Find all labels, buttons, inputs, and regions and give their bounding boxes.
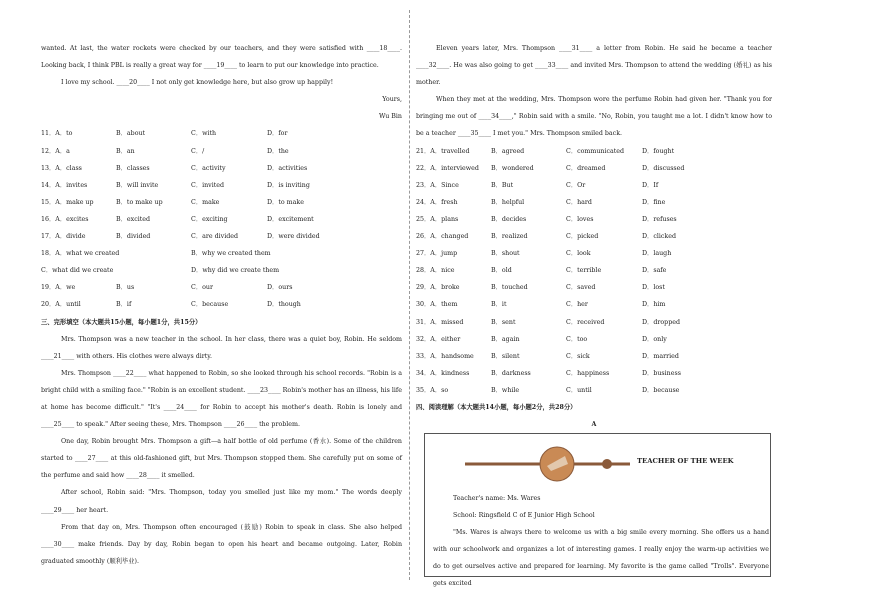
question-options: 35．A．so B．while C．until D．because xyxy=(416,386,680,394)
question-options: 14．A．invites B．will invite C．invited D．is inviting xyxy=(41,181,310,189)
question-options: 33．A．handsome B．silent C．sick D．married xyxy=(416,352,679,360)
question-options: 20．A．until B．if C．because D．though xyxy=(41,301,301,309)
column-divider xyxy=(409,10,410,580)
question-options: 21．A．travelled B．agreed C．communicated D．fought xyxy=(416,147,675,155)
student-quote: "Ms. Wares is always there to welcome us with a big smile every morning. She offers us a hand with our schoolwork and organizes a lot of interesting games. I really enjoy the warm-up activities we do to get ourselves active and prepared for learning. My favorite is the game called "Trolls". Everyone gets excited xyxy=(433,529,769,588)
question-options: 26．A．changed B．realized C．picked D．clicked xyxy=(416,233,676,241)
question-options: 12．A．a B．an C．/ D．the xyxy=(41,147,289,155)
question-options: 30．A．them B．it C．her D．him xyxy=(416,301,666,309)
question-options: 31．A．missed B．sent C．received D．dropped xyxy=(416,318,680,326)
banner-knob-icon xyxy=(602,459,612,469)
question-options: 15．A．make up B．to make up C．make D．to make xyxy=(41,198,304,206)
question-options: 27．A．jump B．shout C．look D．laugh xyxy=(416,250,672,258)
story-paragraph: From that day on, Mrs. Thompson often encouraged (鼓励) Robin to speak in class. She also helped ____30____ make friends. Day by day, Robin began to open his heart and became outgoing. Later, Robin graduated smoothly (顺利毕业). xyxy=(41,523,402,565)
question-options: 13．A．class B．classes C．activity D．activities xyxy=(41,164,308,172)
passage-box xyxy=(424,433,771,588)
question-options: 29．A．broke B．touched C．saved D．lost xyxy=(416,284,665,292)
question-options: 25．A．plans B．decides C．loves D．refuses xyxy=(416,215,677,223)
letter-sign-name: Wu Bin xyxy=(379,113,402,121)
question-options: 18．A．what we created B．why we created them xyxy=(41,250,271,258)
question-options: 24．A．fresh B．helpful C．hard D．fine xyxy=(416,198,666,206)
question-options: 32．A．either B．again C．too D．only xyxy=(416,335,667,343)
story-paragraph: After school, Robin said: "Mrs. Thompson, today you smelled just like my mom." The words deeply ____29____ her heart. xyxy=(41,489,402,514)
question-options: 28．A．nice B．old C．terrible D．safe xyxy=(416,267,667,275)
passage-label: A xyxy=(591,421,597,429)
question-options: 11．A．to B．about C．with D．for xyxy=(41,130,288,138)
passage-body xyxy=(433,490,769,593)
banner-title: TEACHER OF THE WEEK xyxy=(637,457,734,465)
school-name: School: Ringsfield C of E Junior High School xyxy=(453,512,595,520)
story-paragraph: One day, Robin brought Mrs. Thompson a gift—a half bottle of old perfume (香水). Some of the children started to ____27____ at this old-fashioned gift, but Mrs. Thompson stopped them. She carefully put on some of the perfume and said how ____28____ it smelled. xyxy=(41,438,402,480)
story-paragraph: Mrs. Thompson ____22____ what happened to Robin, so she looked through his school records. "Robin is a bright child with a smiling face." "Robin is an excellent student. ____23____ Robin's mother has an illness, his life at home has become difficult." "It's ____24____ for Robin to accept his mother's death. Robin is lonely and ____25____ to speak." After seeing these, Mrs. Thompson ____26____ the problem. xyxy=(41,369,402,429)
story-paragraph: Mrs. Thompson was a new teacher in the school. In her class, there was a quiet boy, Robin. He seldom ____21____ with others. His clothes were always dirty. xyxy=(41,335,402,360)
section-heading-cloze: 三、完形填空（本大题共15小题，每小题1分，共15分） xyxy=(41,318,202,326)
letter-sign-yours: Yours, xyxy=(382,96,402,104)
section-heading-reading: 四、阅读理解（本大题共14小题，每小题2分，共28分） xyxy=(416,403,577,411)
story-paragraph: Eleven years later, Mrs. Thompson ____31____ a letter from Robin. He said he became a teacher ____32____. He was also going to get ____33____ and invited Mrs. Thompson to attend the wedding (婚礼) as his mother. xyxy=(416,45,772,87)
question-options: 22．A．interviewed B．wondered C．dreamed D．discussed xyxy=(416,164,685,172)
right-column xyxy=(416,40,772,433)
intro-paragraph-1: wanted. At last, the water rockets were checked by our teachers, and they were satisfied with ____18____. Looking back, I think PBL is really a great way for ____19____ to learn to put our knowledge into practice. xyxy=(41,45,402,70)
question-options: C．what did we create D．why did we create them xyxy=(41,267,280,275)
teacher-name: Teacher's name: Ms. Wares xyxy=(453,495,541,502)
question-options: 19．A．we B．us C．our D．ours xyxy=(41,284,293,292)
question-options: 34．A．kindness B．darkness C．happiness D．business xyxy=(416,369,681,377)
intro-paragraph-2: I love my school. ____20____ I not only get knowledge here, but also grow up happily! xyxy=(61,79,334,87)
question-options: 16．A．excites B．excited C．exciting D．excitement xyxy=(41,215,314,223)
story-paragraph: When they met at the wedding, Mrs. Thompson wore the perfume Robin had given her. "Thank you for bringing me out of ____34____," Robin said with a smile. "No, Robin, you taught me a lot. I didn't know how to be a teacher ____35____ I met you." Mrs. Thompson smiled back. xyxy=(416,96,772,138)
question-options: 17．A．divide B．divided C．are divided D．were divided xyxy=(41,233,320,241)
left-column xyxy=(41,40,402,570)
question-options: 23．A．Since B．But C．Or D．If xyxy=(416,181,659,189)
